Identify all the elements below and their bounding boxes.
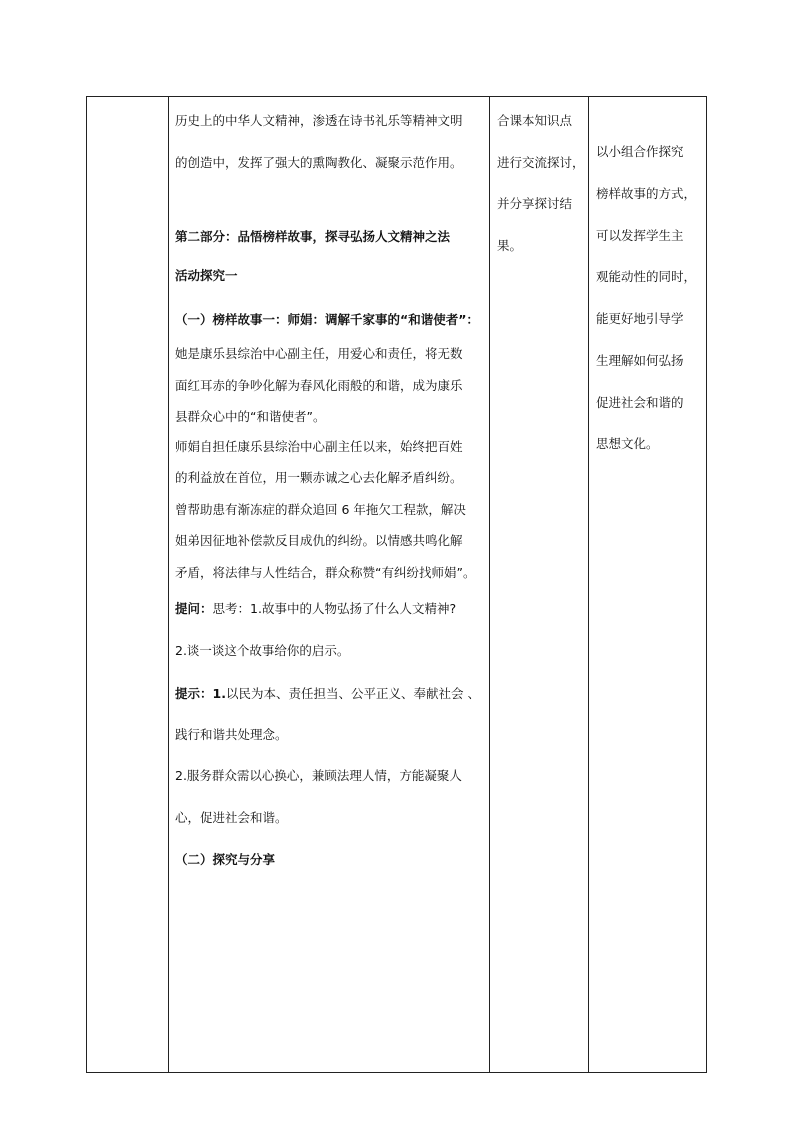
story-heading: （一）榜样故事一：师娟：调解千家事的“和谐使者”： — [175, 312, 479, 327]
question-line — [175, 599, 456, 617]
intent-line: 促进社会和谐的 — [596, 395, 684, 410]
content-line: 历史上的中华人文精神，渗透在诗书礼乐等精神文明 — [175, 113, 463, 128]
intent-line: 榜样故事的方式， — [596, 186, 697, 201]
activity-line: 并分享探讨结 — [497, 196, 573, 211]
column-divider — [588, 97, 589, 1072]
content-line: 她是康乐县综治中心副主任，用爱心和责任，将无数 — [175, 346, 463, 361]
intent-line: 观能动性的同时， — [596, 269, 697, 284]
content-line: 心，促进社会和谐。 — [175, 810, 288, 825]
hint-line — [175, 684, 480, 702]
content-line: 矛盾，将法律与人性结合，群众称赞“有纠纷找师娟”。 — [175, 565, 476, 580]
hint-text: 以民为本、责任担当、公平正义、奉献社会 、 — [225, 686, 480, 701]
activity-line: 果。 — [497, 238, 523, 253]
hint-label: 提示： — [175, 686, 213, 701]
content-line: 2.谈一谈这个故事给你的启示。 — [175, 643, 350, 658]
intent-line: 思想文化。 — [596, 436, 659, 451]
hint-number: 1. — [212, 686, 226, 701]
content-line: 姐弟因征地补偿款反目成仇的纠纷。以情感共鸣化解 — [175, 533, 463, 548]
intent-line: 以小组合作探究 — [596, 144, 684, 159]
activity-line: 进行交流探讨， — [497, 155, 585, 170]
content-line: 2.服务群众需以心换心，兼顾法理人情，方能凝聚人 — [175, 768, 462, 783]
subsection-heading: （二）探究与分享 — [175, 852, 276, 867]
column-divider — [168, 97, 169, 1072]
content-line: 践行和谐共处理念。 — [175, 727, 288, 742]
activity-line: 合课本知识点 — [497, 113, 573, 128]
intent-line: 生理解如何弘扬 — [596, 353, 684, 368]
activity-heading: 活动探究一 — [175, 268, 238, 283]
question-text: 思考：1.故事中的人物弘扬了什么人文精神? — [212, 601, 457, 616]
content-line: 县群众心中的“和谐使者”。 — [175, 409, 326, 424]
content-line: 的创造中，发挥了强大的熏陶教化、凝聚示范作用。 — [175, 155, 463, 170]
column-divider — [489, 97, 490, 1072]
content-line: 师娟自担任康乐县综治中心副主任以来，始终把百姓 — [175, 439, 463, 454]
intent-line: 能更好地引导学 — [596, 311, 684, 326]
content-line: 面红耳赤的争吵化解为春风化雨般的和谐，成为康乐 — [175, 378, 463, 393]
section-heading: 第二部分：品悟榜样故事，探寻弘扬人文精神之法 — [175, 229, 451, 244]
content-line: 的利益放在首位，用一颗赤诚之心去化解矛盾纠纷。 — [175, 470, 463, 485]
intent-line: 可以发挥学生主 — [596, 228, 684, 243]
content-line: 曾帮助患有渐冻症的群众追回 6 年拖欠工程款，解决 — [175, 502, 466, 517]
question-label: 提问： — [175, 601, 213, 616]
